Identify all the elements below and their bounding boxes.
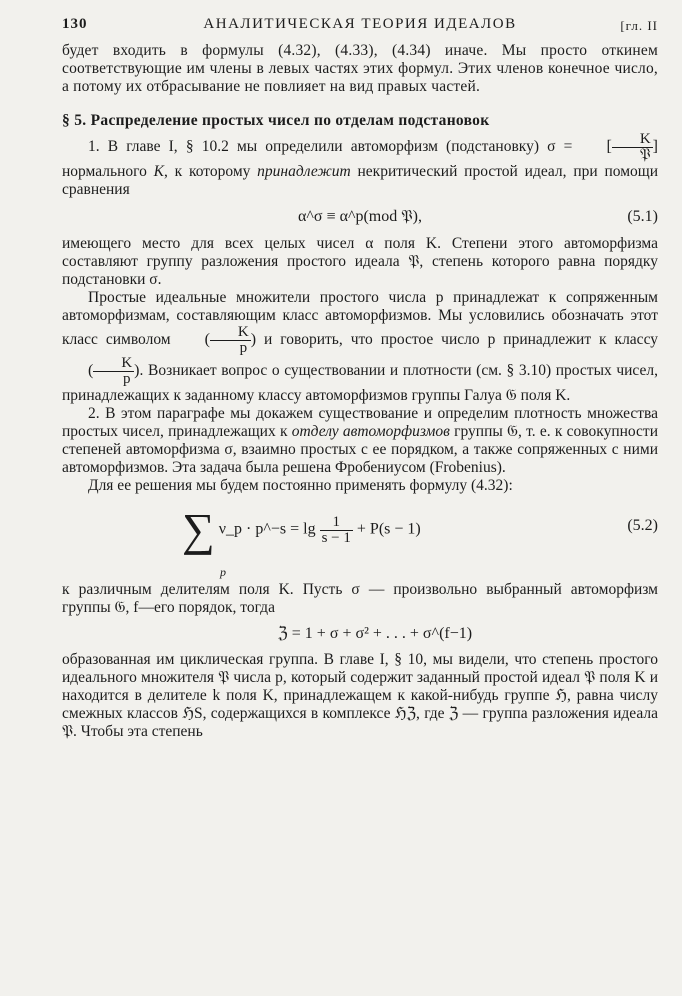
class1-bot: p (239, 340, 248, 356)
class-symbol-1: ( $\frac{K}{p}$ ) (204, 324, 257, 356)
paragraph-top: будет входить в формулы (4.32), (4.33), (4.34) иначе. Мы просто откинем соответствующие им члены в левых частях этих формул. Этих членов конечное число, а потому их отбрасывание не повлияет на вид правых частей. (62, 42, 658, 95)
p1-text-d: некритический простой идеал, при помощи сравнения (62, 163, 658, 198)
paragraph-6: к различным делителям поля K. Пусть σ — произвольно выбранный автоморфизм группы 𝔊, f—его порядок, тогда (62, 581, 658, 616)
paragraph-2: имеющего место для всех целых чисел α поля K. Степени этого автоморфизма составляют группу разложения простого идеала 𝔓, степень которого равна порядку подстановки σ. (62, 235, 658, 288)
paragraph-1 (62, 132, 658, 199)
eq51-body: α^σ ≡ α^p(mod 𝔓), (298, 208, 422, 225)
p3-text-b: и говорить, что простое число p принадлежит к классу (256, 331, 658, 349)
equation-5-2 (62, 499, 658, 581)
eq52-body (182, 504, 421, 555)
p1-text-a: 1. В главе I, § 10.2 мы определили автоморфизм (подстановку) σ = (88, 138, 581, 156)
eq52-rhs: + P(s − 1) (356, 520, 421, 538)
p4-text-b: группы 𝔊, т. е. к совокупности степеней автоморфизма σ, взаимно простых с ее порядком, а также сопряженных с ними автоморфизмов. Эта задача была решена Фробениусом (Frobenius). (62, 423, 658, 476)
class1-top: K (210, 325, 251, 341)
page-number: 130 (62, 16, 88, 32)
eq52-frac-bot: s − 1 (321, 529, 351, 546)
class-symbol-2: ( $\frac{K}{p}$ ) (88, 355, 140, 387)
p1-emphasis: принадлежит (257, 163, 351, 180)
p1-text-c: , к которому (164, 163, 258, 180)
paragraph-3 (62, 289, 658, 405)
page (62, 16, 658, 741)
p3-text-c: . Возникает вопрос о существовании и плотности (см. § 3.10) простых чисел, принадлежащих к заданному классу автоморфизмов группы Галуа 𝔊 поля K. (62, 362, 658, 404)
p4-emphasis: отделу автоморфизмов (291, 423, 450, 440)
equation-cyclic-group: ℨ = 1 + σ + σ² + . . . + σ^(f−1) (277, 625, 473, 642)
eq52-frac-top: 1 (320, 515, 353, 531)
eq52-subscript: p (220, 565, 226, 579)
p3-text-a: Простые идеальные множители простого числа p принадлежат к сопряженным автоморфизмам, составляющим класс автоморфизмов. Мы условились обозначать этот класс символом (62, 289, 658, 349)
frob-bot: 𝔓 (639, 147, 651, 163)
eq52-fraction (320, 515, 353, 546)
frobenius-symbol: [ $\frac{K}{\text{𝔓}}$ ] (606, 131, 658, 163)
p4-text-a: 2. В этом параграфе мы докажем существование и определим плотность множества простых чисел, принадлежащих к (62, 405, 658, 440)
eq51-number: (5.1) (627, 208, 658, 225)
running-title: АНАЛИТИЧЕСКАЯ ТЕОРИЯ ИДЕАЛОВ (203, 16, 517, 32)
class2-bot: p (123, 371, 131, 387)
paragraph-5: Для ее решения мы будем постоянно применять формулу (4.32): (88, 477, 513, 494)
chapter-marker: [гл. II (620, 18, 658, 33)
running-header (62, 16, 658, 42)
section-title: § 5. Распределение простых чисел по отделам подстановок (62, 112, 490, 129)
sigma-sign: ∑ (182, 504, 215, 555)
frob-top: K (612, 132, 653, 148)
field-K: K (153, 163, 164, 180)
p1-text-b: нормального (62, 163, 154, 180)
class2-top: K (93, 356, 134, 372)
equation-5-1 (62, 199, 658, 235)
eq52-number: (5.2) (627, 517, 658, 534)
paragraph-7: образованная им циклическая группа. В главе I, § 10, мы видели, что степень простого идеального множителя 𝔓 числа p, который содержит заданный простой идеал 𝔓 поля K и находится в делителе k поля K, принадлежащем к какой-нибудь группе ℌ, равна числу смежных классов ℌS, содержащихся в комплексе ℌℨ, где ℨ — группа разложения идеала 𝔓. Чтобы эта степень (62, 651, 658, 740)
eq52-lhs: ν_p · p^−s = lg (218, 520, 316, 538)
paragraph-4 (62, 405, 658, 477)
